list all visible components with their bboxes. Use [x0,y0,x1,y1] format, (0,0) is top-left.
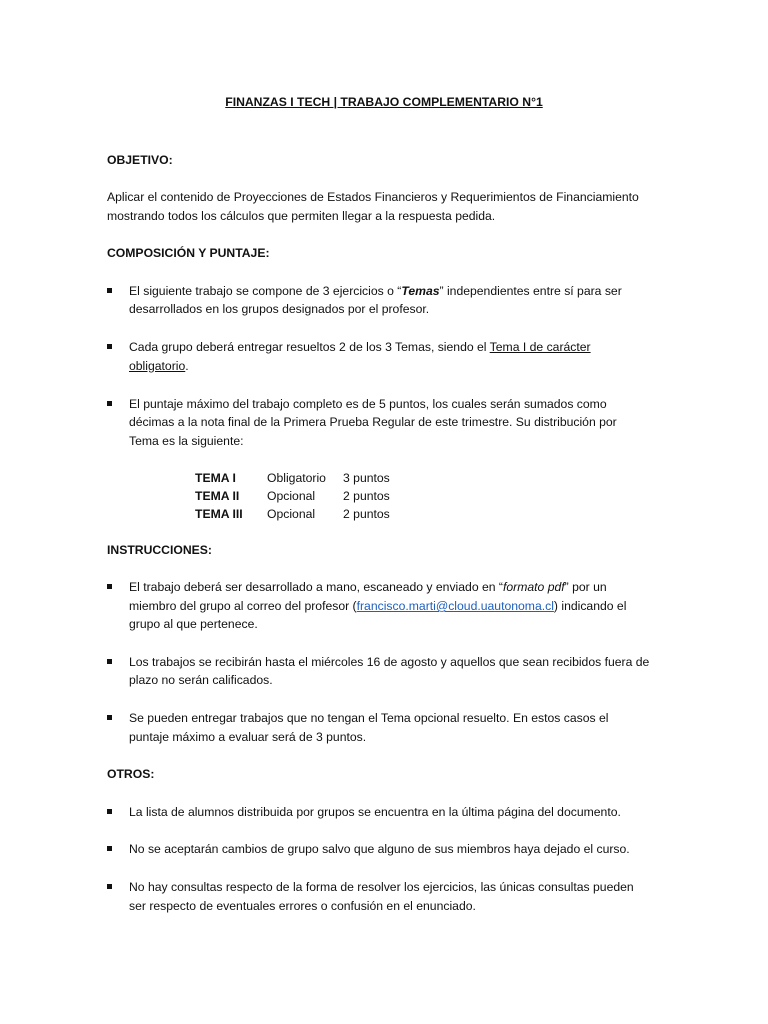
underlined-obligatorio: obligatorio [129,359,186,373]
objetivo-heading: OBJETIVO: [107,153,173,167]
tema-name: TEMA II [195,489,240,503]
text-fragment: El trabajo deberá ser desarrollado a mano, escaneado y enviado en “ [129,580,503,594]
underlined-tema-i: Tema I de carácter [489,340,591,354]
bullet-marker [107,584,112,589]
composicion-bullet-3-line-3: Tema es la siguiente: [129,434,244,448]
instrucciones-bullet-3-line-1: Se pueden entregar trabajos que no tengan el Tema opcional resuelto. En estos casos el [129,711,609,725]
objetivo-text-line-1: Aplicar el contenido de Proyecciones de Estados Financieros y Requerimientos de Financiamiento [107,190,639,204]
bullet-marker [107,344,112,349]
emphasis-formato-pdf: formato pdf [503,580,565,594]
composicion-bullet-3-line-2: décimas a la nota final de la Primera Prueba Regular de este trimestre. Su distribución por [129,415,617,429]
composicion-heading: COMPOSICIÓN Y PUNTAJE: [107,246,270,260]
text-fragment: miembro del grupo al correo del profesor ( [129,599,357,613]
otros-bullet-3-line-2: ser respecto de eventuales errores o confusión en el enunciado. [129,899,476,913]
text-fragment: El siguiente trabajo se compone de 3 ejercicios o “ [129,284,402,298]
tema-type: Opcional [267,507,316,521]
bullet-marker [107,401,112,406]
composicion-bullet-2-line-1 [129,338,591,356]
composicion-bullet-2-line-2 [129,357,189,375]
bullet-marker [107,846,112,851]
instrucciones-heading: INSTRUCCIONES: [107,543,212,557]
tema-type: Obligatorio [267,471,326,485]
tema-name: TEMA III [195,507,243,521]
otros-bullet-2: No se aceptarán cambios de grupo salvo que alguno de sus miembros haya dejado el curso. [129,842,630,856]
text-fragment: ” independientes entre sí para ser [439,284,622,298]
instrucciones-bullet-1-line-2 [129,597,626,615]
document-title: FINANZAS I TECH | TRABAJO COMPLEMENTARIO N°1 [225,95,543,109]
instrucciones-bullet-3-line-2: puntaje máximo a evaluar será de 3 puntos. [129,730,367,744]
tema-points: 2 puntos [343,507,390,521]
text-fragment: ” por un [564,580,607,594]
tema-name: TEMA I [195,471,236,485]
objetivo-text-line-2: mostrando todos los cálculos que permiten llegar a la respuesta pedida. [107,209,496,223]
text-fragment: . [185,359,189,373]
bullet-marker [107,715,112,720]
composicion-bullet-3-line-1: El puntaje máximo del trabajo completo es de 5 puntos, los cuales serán sumados como [129,397,607,411]
instrucciones-bullet-1-line-1 [129,578,607,596]
text-fragment: ) indicando el [553,599,627,613]
bullet-marker [107,884,112,889]
text-fragment: Cada grupo deberá entregar resueltos 2 de los 3 Temas, siendo el [129,340,490,354]
otros-bullet-3-line-1: No hay consultas respecto de la forma de resolver los ejercicios, las únicas consultas pueden [129,880,634,894]
composicion-bullet-1-line-1 [129,282,622,300]
instrucciones-bullet-2-line-2: plazo no serán calificados. [129,673,273,687]
bullet-marker [107,659,112,664]
bullet-marker [107,809,112,814]
tema-type: Opcional [267,489,316,503]
composicion-bullet-1-line-2: desarrollados en los grupos designados por el profesor. [129,302,430,316]
otros-heading: OTROS: [107,767,155,781]
bullet-marker [107,288,112,293]
emphasis-temas: Temas [401,284,440,298]
tema-points: 3 puntos [343,471,390,485]
instrucciones-bullet-1-line-3: grupo al que pertenece. [129,617,258,631]
tema-points: 2 puntos [343,489,390,503]
professor-email-link[interactable]: francisco.marti@cloud.uautonoma.cl [356,599,554,613]
instrucciones-bullet-2-line-1: Los trabajos se recibirán hasta el miércoles 16 de agosto y aquellos que sean recibidos fuera de [129,655,650,669]
otros-bullet-1: La lista de alumnos distribuida por grupos se encuentra en la última página del documento. [129,805,621,819]
